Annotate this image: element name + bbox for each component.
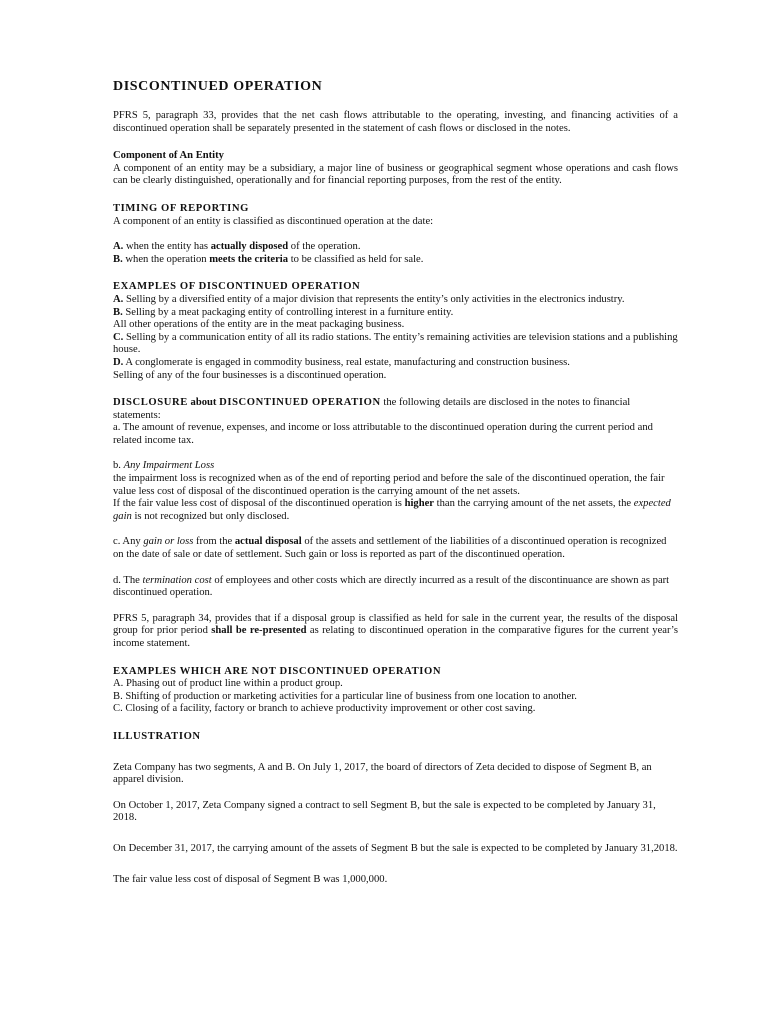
example-item-b: B. Selling by a meat packaging entity of controlling interest in a furniture entity. [113,306,454,318]
disclosure-item-b-note: If the fair value less cost of disposal of the discontinued operation is higher than the carrying amount of the net assets, the expected gain is not recognized but only disclosed. [113,498,671,522]
example-item-c: C. Selling by a communication entity of all its radio stations. The entity’s remaining activities are television stations and a publishing house. [113,331,678,356]
not-example-item-b: B. Shifting of production or marketing activities for a particular line of business from one location to another. [113,690,577,702]
example-item-d: D. A conglomerate is engaged in commodity business, real estate, manufacturing and construction business. [113,356,570,368]
examples-heading: EXAMPLES OF DISCONTINUED OPERATION [113,281,361,293]
paragraph-34: PFRS 5, paragraph 34, provides that if a disposal group is classified as held for sale in the current year, the results of the disposal group for prior period shall be re-presented as relating to discontinued operation in the comparative figures for the current year’s income statement. [113,612,678,649]
illustration-paragraph-2: On October 1, 2017, Zeta Company signed a contract to sell Segment B, but the sale is expected to be completed by January 31, 2018. [113,799,656,824]
component-paragraph: A component of an entity may be a subsidiary, a major line of business or geographical segment whose operations and cash flows can be clearly distinguished, operationally and for financial reporting purposes, from the rest of the entity. [113,162,678,187]
timing-item-b: B. when the operation meets the criteria to be classified as held for sale. [113,253,424,265]
illustration-heading: ILLUSTRATION [113,730,201,742]
disclosure-item-c: c. Any gain or loss from the actual disposal of the assets and settlement of the liabilities of a discontinued operation is recognized on the date of sale or date of settlement. Such gain or loss is reported as part of the discontinued operation. [113,536,667,561]
example-item-a: A. Selling by a diversified entity of a major division that represents the entity’s only activities in the electronics industry. [113,293,625,305]
disclosure-item-b-title: b. Any Impairment Loss [113,460,215,472]
illustration-paragraph-3: On December 31, 2017, the carrying amount of the assets of Segment B but the sale is expected to be completed by January 31,2018. [113,842,678,854]
timing-paragraph: A component of an entity is classified as discontinued operation at the date: [113,215,434,227]
document-body [113,78,678,886]
document-title: DISCONTINUED OPERATION [113,79,323,94]
disclosure-item-b-text: the impairment loss is recognized when as of the end of reporting period and before the sale of the discontinued operation, the fair value less cost of disposal of the discontinued operation is the carrying amount of the net assets. [113,473,665,497]
disclosure-item-a: a. The amount of revenue, expenses, and income or loss attributable to the discontinued operation during the current period and related income tax. [113,422,653,446]
component-heading: Component of An Entity [113,150,224,162]
intro-paragraph: PFRS 5, paragraph 33, provides that the net cash flows attributable to the operating, investing, and financing activities of a discontinued operation shall be separately presented in the statement of cash flows or disclosed in the notes. [113,110,678,134]
illustration-paragraph-4: The fair value less cost of disposal of Segment B was 1,000,000. [113,873,388,885]
not-example-item-c: C. Closing of a facility, factory or branch to achieve productivity improvement or other cost saving. [113,703,536,715]
timing-heading: TIMING OF REPORTING [113,202,250,214]
disclosure-item-d: d. The termination cost of employees and other costs which are directly incurred as a result of the discontinuance are shown as part discontinued operation. [113,574,670,599]
disclosure-heading: DISCLOSURE about DISCONTINUED OPERATION the following details are disclosed in the notes to financial statements: [113,397,631,421]
example-item-b-note: All other operations of the entity are in the meat packaging business. [113,319,405,331]
illustration-paragraph-1: Zeta Company has two segments, A and B. On July 1, 2017, the board of directors of Zeta decided to dispose of Segment B, an apparel division. [113,761,652,786]
not-example-item-a: A. Phasing out of product line within a product group. [113,678,343,690]
timing-item-a: A. when the entity has actually disposed of the operation. [113,241,361,253]
example-item-d-note: Selling of any of the four businesses is a discontinued operation. [113,369,387,381]
not-examples-heading: EXAMPLES WHICH ARE NOT DISCONTINUED OPERATION [113,665,442,677]
